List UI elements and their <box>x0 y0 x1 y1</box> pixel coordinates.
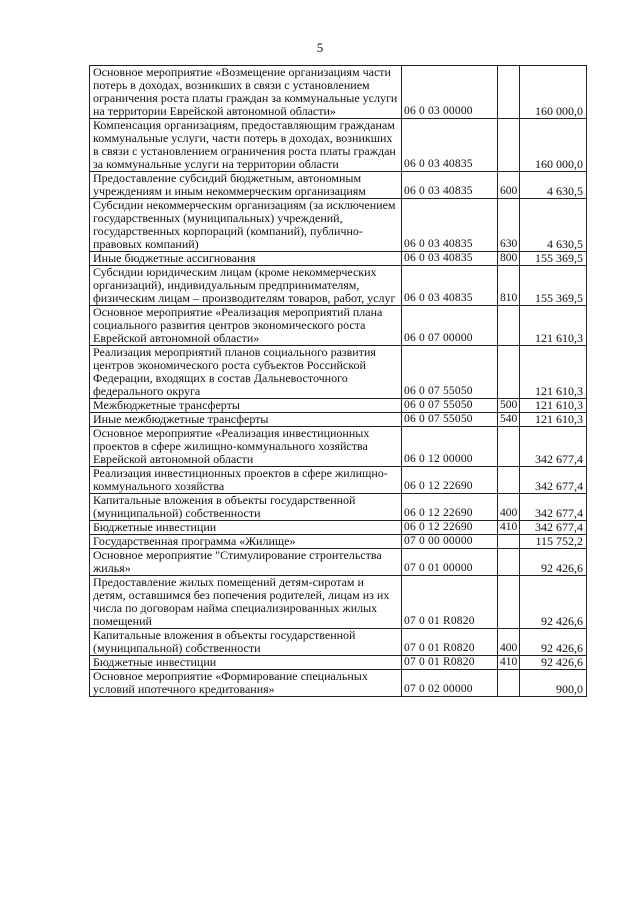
target-article-code: 06 0 03 40835 <box>402 252 498 266</box>
target-article-code: 06 0 03 40835 <box>402 266 498 306</box>
expense-type-code <box>498 670 520 697</box>
target-article-code: 07 0 01 R0820 <box>402 576 498 629</box>
target-article-code: 07 0 01 R0820 <box>402 629 498 656</box>
target-article-code: 07 0 02 00000 <box>402 670 498 697</box>
row-name: Капитальные вложения в объекты государственной (муниципальной) собственности <box>90 494 402 521</box>
table-row <box>90 576 587 629</box>
expense-type-code: 600 <box>498 172 520 199</box>
expense-type-code <box>498 549 520 576</box>
row-amount: 121 610,3 <box>520 399 587 413</box>
table-row <box>90 399 587 413</box>
table-row <box>90 494 587 521</box>
row-amount: 342 677,4 <box>520 494 587 521</box>
row-amount: 4 630,5 <box>520 199 587 252</box>
target-article-code: 06 0 03 40835 <box>402 172 498 199</box>
target-article-code: 06 0 03 40835 <box>402 199 498 252</box>
expense-type-code <box>498 306 520 346</box>
table-row <box>90 346 587 399</box>
table-row <box>90 670 587 697</box>
row-name: Предоставление субсидий бюджетным, автономным учреждениям и иным некоммерческим организациям <box>90 172 402 199</box>
row-name: Субсидии юридическим лицам (кроме некоммерческих организаций), индивидуальным предпринимателям, физическим лицам – производителям товаров, работ, услуг <box>90 266 402 306</box>
target-article-code: 06 0 12 22690 <box>402 494 498 521</box>
expense-type-code: 400 <box>498 629 520 656</box>
table-row <box>90 656 587 670</box>
row-name: Бюджетные инвестиции <box>90 656 402 670</box>
row-name: Иные межбюджетные трансферты <box>90 413 402 427</box>
page-number: 5 <box>316 40 324 55</box>
budget-table <box>89 65 587 697</box>
row-amount: 342 677,4 <box>520 521 587 535</box>
row-amount: 92 426,6 <box>520 576 587 629</box>
table-row <box>90 535 587 549</box>
table-row <box>90 467 587 494</box>
row-amount: 342 677,4 <box>520 467 587 494</box>
target-article-code: 06 0 03 00000 <box>402 66 498 119</box>
row-amount: 160 000,0 <box>520 119 587 172</box>
expense-type-code: 540 <box>498 413 520 427</box>
expense-type-code: 630 <box>498 199 520 252</box>
target-article-code: 07 0 01 00000 <box>402 549 498 576</box>
row-name: Субсидии некоммерческим организациям (за исключением государственных (муниципальных) учреждений, государственных корпораций (компаний), публично-правовых компаний) <box>90 199 402 252</box>
expense-type-code <box>498 467 520 494</box>
row-amount: 155 369,5 <box>520 266 587 306</box>
budget-table-body <box>90 66 587 697</box>
table-row <box>90 629 587 656</box>
target-article-code: 07 0 00 00000 <box>402 535 498 549</box>
table-row <box>90 199 587 252</box>
table-row <box>90 119 587 172</box>
table-row <box>90 549 587 576</box>
expense-type-code <box>498 576 520 629</box>
row-name: Реализация инвестиционных проектов в сфере жилищно-коммунального хозяйства <box>90 467 402 494</box>
row-amount: 155 369,5 <box>520 252 587 266</box>
row-amount: 92 426,6 <box>520 656 587 670</box>
target-article-code: 07 0 01 R0820 <box>402 656 498 670</box>
table-row <box>90 427 587 467</box>
target-article-code: 06 0 12 00000 <box>402 427 498 467</box>
target-article-code: 06 0 07 55050 <box>402 399 498 413</box>
expense-type-code <box>498 346 520 399</box>
expense-type-code <box>498 119 520 172</box>
row-name: Основное мероприятие «Возмещение организациям части потерь в доходах, возникших в связи с установлением ограничения роста платы граждан за коммунальные услуги на территории Еврейской автономной области» <box>90 66 402 119</box>
row-amount: 121 610,3 <box>520 346 587 399</box>
expense-type-code: 400 <box>498 494 520 521</box>
row-name: Реализация мероприятий планов социального развития центров экономического роста субъектов Российской Федерации, входящих в состав Дальневосточного федерального округа <box>90 346 402 399</box>
table-row <box>90 172 587 199</box>
row-name: Иные бюджетные ассигнования <box>90 252 402 266</box>
row-amount: 121 610,3 <box>520 413 587 427</box>
target-article-code: 06 0 12 22690 <box>402 467 498 494</box>
row-amount: 160 000,0 <box>520 66 587 119</box>
row-name: Компенсация организациям, предоставляющим гражданам коммунальные услуги, части потерь в доходах, возникших в связи с установлением ограничения роста платы граждан за коммунальные услуги на территории области <box>90 119 402 172</box>
row-amount: 900,0 <box>520 670 587 697</box>
expense-type-code: 410 <box>498 521 520 535</box>
target-article-code: 06 0 07 55050 <box>402 413 498 427</box>
row-name: Капитальные вложения в объекты государственной (муниципальной) собственности <box>90 629 402 656</box>
table-row <box>90 252 587 266</box>
table-row <box>90 306 587 346</box>
expense-type-code <box>498 427 520 467</box>
table-row <box>90 66 587 119</box>
expense-type-code: 500 <box>498 399 520 413</box>
table-row <box>90 266 587 306</box>
row-name: Предоставление жилых помещений детям-сиротам и детям, оставшимся без попечения родителей, лицам из их числа по договорам найма специализированных жилых помещений <box>90 576 402 629</box>
expense-type-code <box>498 535 520 549</box>
row-amount: 115 752,2 <box>520 535 587 549</box>
target-article-code: 06 0 03 40835 <box>402 119 498 172</box>
row-amount: 92 426,6 <box>520 549 587 576</box>
row-amount: 4 630,5 <box>520 172 587 199</box>
expense-type-code: 800 <box>498 252 520 266</box>
target-article-code: 06 0 12 22690 <box>402 521 498 535</box>
row-name: Государственная программа «Жилище» <box>90 535 402 549</box>
row-name: Межбюджетные трансферты <box>90 399 402 413</box>
target-article-code: 06 0 07 55050 <box>402 346 498 399</box>
table-row <box>90 413 587 427</box>
expense-type-code: 410 <box>498 656 520 670</box>
row-name: Основное мероприятие «Реализация мероприятий плана социального развития центров экономического роста Еврейской автономной области» <box>90 306 402 346</box>
row-amount: 92 426,6 <box>520 629 587 656</box>
row-amount: 342 677,4 <box>520 427 587 467</box>
row-name: Бюджетные инвестиции <box>90 521 402 535</box>
expense-type-code: 810 <box>498 266 520 306</box>
row-name: Основное мероприятие «Формирование специальных условий ипотечного кредитования» <box>90 670 402 697</box>
row-name: Основное мероприятие "Стимулирование строительства жилья» <box>90 549 402 576</box>
table-row <box>90 521 587 535</box>
row-amount: 121 610,3 <box>520 306 587 346</box>
row-name: Основное мероприятие «Реализация инвестиционных проектов в сфере жилищно-коммунального хозяйства Еврейской автономной области <box>90 427 402 467</box>
target-article-code: 06 0 07 00000 <box>402 306 498 346</box>
expense-type-code <box>498 66 520 119</box>
